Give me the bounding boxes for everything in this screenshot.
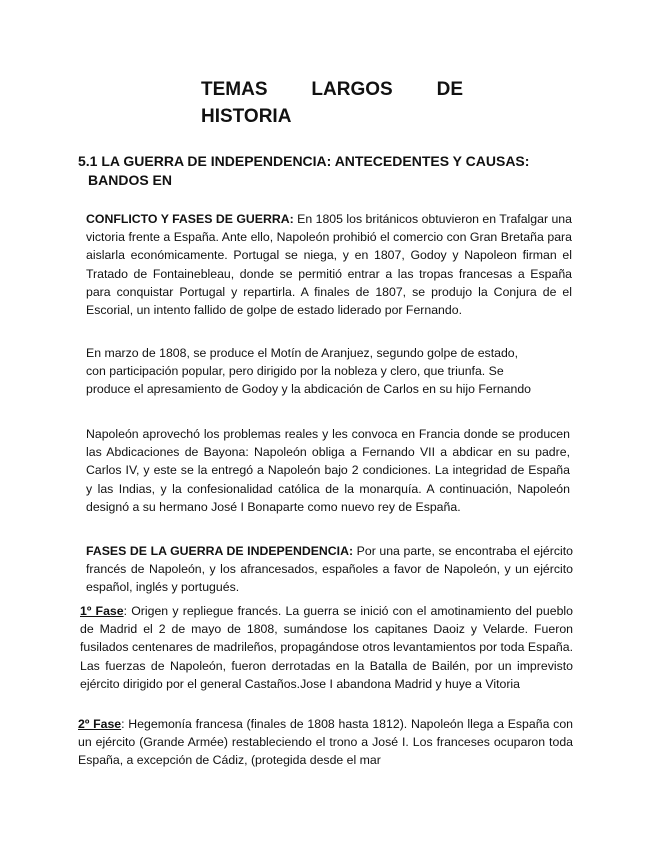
title-word: TEMAS (201, 79, 268, 100)
paragraph-text: : Origen y repliegue francés. La guerra se inició con el amotinamiento del pueblo de Madrid el 2 de mayo de 1808, sumándose los capitanes Daoiz y Velarde. Fueron fusilados centenares de madrileños, propagándose otros levantamientos por toda España. Las fuerzas de Napoleón, fueron derrotadas en la Batalla de Bailén, por un imprevisto ejército dirigido por el general Castaños.Jose I abandona Madrid y huye a Vitoria (80, 604, 573, 691)
document-title (201, 76, 463, 130)
paragraph-bold-lead: CONFLICTO Y FASES DE GUERRA: (86, 212, 294, 226)
title-word: LARGOS (311, 79, 393, 100)
section-heading-line: 5.1 LA GUERRA DE INDEPENDENCIA: ANTECEDENTES Y CAUSAS: (78, 153, 530, 169)
paragraph-text: Por una parte, se encontraba el ejército francés de Napoleón, y los afrancesados, españoles a favor de Napoleón, y un ejército español, inglés y portugués. (86, 544, 573, 595)
title-word: HISTORIA (201, 106, 292, 127)
paragraph-bayona (86, 425, 570, 516)
paragraph-aranjuez (86, 344, 531, 399)
paragraph-conflicto (86, 210, 572, 319)
section-heading (78, 152, 578, 190)
title-word: DE (436, 79, 463, 100)
paragraph-fase-1 (80, 602, 573, 693)
paragraph-fases (86, 542, 573, 597)
paragraph-text: : Hegemonía francesa (finales de 1808 hasta 1812). Napoleón llega a España con un ejército (Grande Armée) restableciendo el trono a José I. Los franceses ocuparon toda España, a excepción de Cádiz, (protegida desde el mar (78, 717, 573, 768)
paragraph-text: Napoleón aprovechó los problemas reales y les convoca en Francia donde se producen las Abdicaciones de Bayona: Napoleón obliga a Fernando VII a abdicar en su padre, Carlos IV, y este se la entregó a Napoleón bajo 2 condiciones. La integridad de España y las Indias, y la confesionalidad católica de la monarquía. A continuación, Napoleón designó a su hermano José I Bonaparte como nuevo rey de España. (86, 427, 570, 514)
title-row (201, 76, 463, 103)
section-heading-line: BANDOS EN (88, 172, 173, 188)
phase-label: 2º Fase (78, 717, 122, 731)
paragraph-fase-2 (78, 715, 573, 770)
paragraph-bold-lead: FASES DE LA GUERRA DE INDEPENDENCIA: (86, 544, 354, 558)
paragraph-text: En marzo de 1808, se produce el Motín de Aranjuez, segundo golpe de estado, con participación popular, pero dirigido por la nobleza y clero, que triunfa. Se produce el apresamiento de Godoy y la abdicación de Carlos en su hijo Fernando (86, 346, 532, 397)
paragraph-text: En 1805 los británicos obtuvieron en Trafalgar una victoria frente a España. Ante ello, Napoleón prohibió el comercio con Gran Bretaña para aislarla económicamente. Portugal se niega, y en 1807, Godoy y Napoleon firman el Tratado de Fontainebleau, donde se permitió entrar a las tropas francesas a España para conquistar Portugal y repartirla. A finales de 1807, se produjo la Conjura de el Escorial, un intento fallido de golpe de estado liderado por Fernando. (86, 212, 572, 318)
phase-label: 1º Fase (80, 604, 124, 618)
